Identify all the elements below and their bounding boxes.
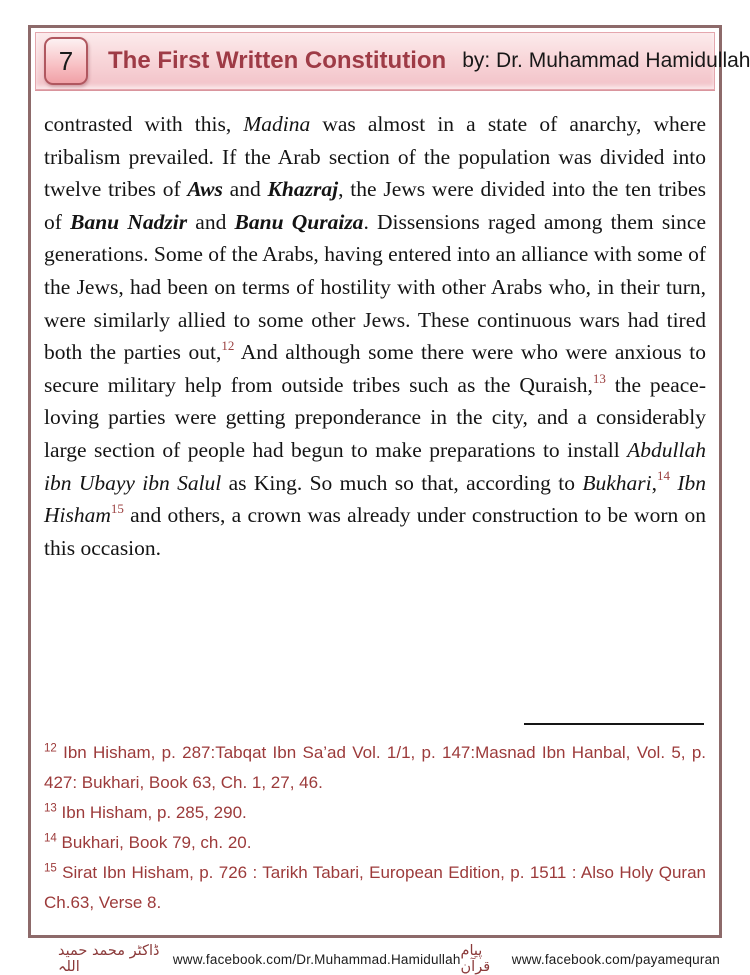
body-text-segment: as King. So much so that, according to bbox=[221, 470, 583, 495]
body-text-segment: Bukhari bbox=[582, 470, 652, 495]
footnote-number: 13 bbox=[44, 802, 57, 815]
footnote-item bbox=[44, 738, 706, 798]
body-text-segment: the peace-loving parties were getting preponderance in the city, and a considerably large section of people had begun to make preparations to install bbox=[44, 372, 707, 462]
body-paragraph bbox=[44, 108, 706, 564]
body-text-segment: and bbox=[222, 177, 268, 202]
footnote-item bbox=[44, 798, 706, 828]
footnote-number: 14 bbox=[44, 832, 57, 845]
footer-left-calligraphy: ڈاکٹر محمد حمید اللہ bbox=[58, 943, 160, 975]
page-number-badge bbox=[44, 37, 88, 85]
footnote-ref: 12 bbox=[221, 338, 235, 353]
footnote-item bbox=[44, 828, 706, 858]
body-text-segment: Ibn Hisham bbox=[44, 470, 706, 528]
body-text-segment: was almost in a state of anarchy, where tribalism prevailed. If the Arab section of the population was divided into twelve tribes of bbox=[44, 112, 706, 202]
footnote-ref: 15 bbox=[110, 500, 124, 516]
footnote-ref: 14 bbox=[656, 468, 670, 484]
body-text-segment: . Dissensions raged among them since generations. Some of the Arabs, having entered into an alliance with some of the Jews, had been on terms of hostility with other Arabs who, in their turn, were similarly allied to some other Jews. These continuous wars had tired both the parties out, bbox=[44, 209, 706, 365]
footer-left bbox=[28, 943, 461, 975]
body-text-segment: contrasted with this, bbox=[44, 112, 244, 136]
body-text-segment: , the Jews were divided into the ten tribes of bbox=[44, 177, 706, 234]
footnote-text: Ibn Hisham, p. 285, 290. bbox=[56, 803, 247, 822]
body-text-segment: and bbox=[187, 209, 235, 234]
page-frame bbox=[28, 25, 750, 938]
footnotes-section bbox=[44, 723, 706, 918]
footnote-text: Ibn Hisham, p. 287:Tabqat Ibn Sa’ad Vol. 1/1, p. 147:Masnad Ibn Hanbal, Vol. 5, p. 427: Bukhari, Book 63, Ch. 1, 27, 46. bbox=[44, 743, 706, 792]
body-text-segment: Banu Nadzir bbox=[70, 209, 188, 234]
body-text-segment: Aws bbox=[187, 177, 223, 202]
page-header bbox=[35, 32, 750, 90]
footer-right-calligraphy: پیام قرآن bbox=[460, 943, 491, 975]
footnote-text: Sirat Ibn Hisham, p. 726 : Tarikh Tabari, European Edition, p. 1511 : Also Holy Quran Ch.63, Verse 8. bbox=[44, 863, 706, 912]
page-title: The First Written Constitution bbox=[108, 47, 447, 74]
footnote-text: Bukhari, Book 79, ch. 20. bbox=[56, 833, 252, 852]
page-number: 7 bbox=[58, 45, 74, 76]
footer-right bbox=[461, 943, 722, 975]
footnote-item bbox=[44, 858, 706, 918]
body-text-segment: Madina bbox=[243, 112, 311, 136]
page-footer bbox=[28, 943, 722, 975]
footnote-number: 12 bbox=[44, 742, 57, 755]
footnotes-list bbox=[44, 738, 706, 918]
body-text-segment: Abdullah ibn Ubayy ibn Salul bbox=[44, 437, 706, 495]
footnote-ref: 13 bbox=[592, 370, 606, 386]
footer-left-url: www.facebook.com/Dr.Muhammad.Hamidullah bbox=[172, 951, 461, 967]
body-text-segment: And although some there were who were anxious to secure military help from outside tribes such as the Quraish, bbox=[44, 340, 707, 397]
footnote-number: 15 bbox=[44, 862, 57, 875]
page-byline: by: Dr. Muhammad Hamidullah bbox=[462, 49, 750, 72]
footer-right-url: www.facebook.com/payamequran bbox=[511, 951, 720, 967]
body-text-segment: Khazraj bbox=[267, 177, 339, 202]
footnote-separator bbox=[524, 723, 704, 725]
body-text-segment: Banu Quraiza bbox=[234, 209, 364, 234]
body-text-segment: , bbox=[651, 470, 657, 495]
body-text-segment: and others, a crown was already under construction to be worn on this occasion. bbox=[44, 503, 706, 560]
